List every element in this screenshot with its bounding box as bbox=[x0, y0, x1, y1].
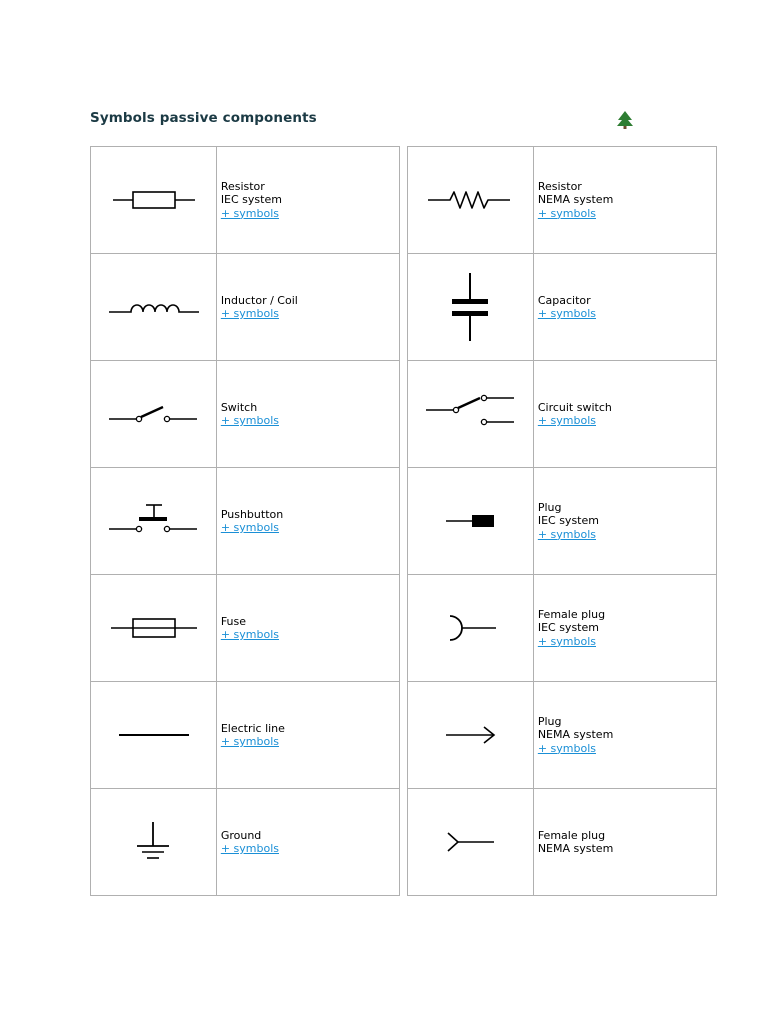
circuit-switch-icon-wrapper bbox=[408, 392, 533, 436]
description-cell bbox=[216, 361, 399, 468]
description-cell bbox=[216, 575, 399, 682]
more-symbols-link[interactable]: + symbols bbox=[537, 741, 596, 755]
fuse-icon bbox=[103, 613, 203, 643]
pushbutton-icon bbox=[103, 503, 203, 539]
symbol-cell bbox=[91, 147, 217, 254]
table-row bbox=[91, 147, 400, 254]
symbol-label: NEMA system bbox=[537, 193, 614, 207]
inductor-coil-icon-wrapper bbox=[91, 292, 216, 322]
switch-icon bbox=[103, 399, 203, 429]
description-cell bbox=[216, 254, 399, 361]
plug-iec-icon-wrapper bbox=[408, 506, 533, 536]
capacitor-icon bbox=[420, 271, 520, 343]
symbol-cell bbox=[408, 468, 534, 575]
table-row bbox=[408, 682, 717, 789]
symbol-label: NEMA system bbox=[537, 728, 614, 742]
table-row bbox=[408, 789, 717, 896]
description-cell bbox=[533, 361, 716, 468]
symbol-label: Female plug bbox=[537, 607, 606, 621]
symbol-cell bbox=[408, 254, 534, 361]
more-symbols-link[interactable]: + symbols bbox=[220, 414, 279, 427]
description-cell bbox=[216, 682, 399, 789]
symbol-cell bbox=[91, 789, 217, 896]
symbol-cell bbox=[408, 789, 534, 896]
symbol-label: Circuit switch bbox=[537, 400, 612, 414]
table-row bbox=[91, 575, 400, 682]
switch-icon-wrapper bbox=[91, 399, 216, 429]
more-symbols-link[interactable]: + symbols bbox=[537, 414, 596, 427]
symbol-cell bbox=[408, 147, 534, 254]
symbol-cell bbox=[408, 575, 534, 682]
pushbutton-icon-wrapper bbox=[91, 503, 216, 539]
female-plug-nema-icon-wrapper bbox=[408, 827, 533, 857]
more-symbols-link[interactable]: + symbols bbox=[220, 735, 279, 748]
table-row bbox=[408, 575, 717, 682]
plug-nema-icon bbox=[420, 720, 520, 750]
resistor-iec-icon bbox=[103, 185, 203, 215]
description-cell bbox=[533, 254, 716, 361]
description-cell bbox=[533, 468, 716, 575]
electric-line-icon bbox=[103, 720, 203, 750]
electric-line-icon-wrapper bbox=[91, 720, 216, 750]
table-row bbox=[91, 468, 400, 575]
ground-icon-wrapper bbox=[91, 820, 216, 864]
back-to-top-tree-icon[interactable] bbox=[616, 110, 634, 130]
inductor-coil-icon bbox=[103, 292, 203, 322]
more-symbols-link[interactable]: + symbols bbox=[537, 634, 596, 648]
description-cell bbox=[533, 575, 716, 682]
table-row bbox=[91, 682, 400, 789]
symbol-label: Capacitor bbox=[537, 293, 591, 307]
table-row bbox=[408, 361, 717, 468]
description-cell bbox=[216, 468, 399, 575]
resistor-iec-icon-wrapper bbox=[91, 185, 216, 215]
symbol-cell bbox=[408, 361, 534, 468]
resistor-nema-icon-wrapper bbox=[408, 185, 533, 215]
more-symbols-link[interactable]: + symbols bbox=[220, 206, 279, 220]
more-symbols-link[interactable]: + symbols bbox=[537, 206, 596, 220]
symbol-label: IEC system bbox=[220, 193, 282, 207]
symbol-label: IEC system bbox=[537, 621, 599, 635]
table-row bbox=[91, 789, 400, 896]
more-symbols-link[interactable]: + symbols bbox=[220, 842, 279, 855]
right-symbols-table bbox=[407, 146, 717, 896]
symbol-cell bbox=[91, 682, 217, 789]
symbol-label: Resistor bbox=[220, 179, 265, 193]
table-row bbox=[408, 468, 717, 575]
symbol-label: Plug bbox=[537, 714, 562, 728]
plug-iec-icon bbox=[420, 506, 520, 536]
symbol-label: Female plug bbox=[537, 828, 606, 842]
more-symbols-link[interactable]: + symbols bbox=[220, 521, 279, 534]
more-symbols-link[interactable]: + symbols bbox=[537, 307, 596, 320]
description-cell bbox=[533, 789, 716, 896]
more-symbols-link[interactable]: + symbols bbox=[220, 628, 279, 641]
table-row bbox=[91, 361, 400, 468]
fuse-icon-wrapper bbox=[91, 613, 216, 643]
female-plug-nema-icon bbox=[420, 827, 520, 857]
description-cell bbox=[533, 147, 716, 254]
table-row bbox=[408, 147, 717, 254]
symbol-label: IEC system bbox=[537, 514, 599, 528]
more-symbols-link[interactable]: + symbols bbox=[220, 307, 279, 320]
symbol-cell bbox=[91, 254, 217, 361]
plug-nema-icon-wrapper bbox=[408, 720, 533, 750]
symbol-label: Resistor bbox=[537, 179, 582, 193]
page-title: Symbols passive components bbox=[90, 110, 317, 126]
description-cell bbox=[533, 682, 716, 789]
symbol-label: Electric line bbox=[220, 721, 285, 735]
symbol-label: Ground bbox=[220, 828, 262, 842]
symbol-cell bbox=[91, 361, 217, 468]
table-row bbox=[91, 254, 400, 361]
description-cell bbox=[216, 147, 399, 254]
symbol-cell bbox=[408, 682, 534, 789]
circuit-switch-icon bbox=[420, 392, 520, 436]
symbol-label: Switch bbox=[220, 400, 258, 414]
symbol-label: Inductor / Coil bbox=[220, 293, 298, 307]
symbol-cell bbox=[91, 575, 217, 682]
ground-icon bbox=[103, 820, 203, 864]
left-symbols-table bbox=[90, 146, 400, 896]
capacitor-icon-wrapper bbox=[408, 271, 533, 343]
symbol-label: Fuse bbox=[220, 614, 247, 628]
resistor-nema-icon bbox=[420, 185, 520, 215]
table-row bbox=[408, 254, 717, 361]
female-plug-iec-icon bbox=[420, 610, 520, 646]
more-symbols-link[interactable]: + symbols bbox=[537, 527, 596, 541]
symbol-label: Plug bbox=[537, 500, 562, 514]
female-plug-iec-icon-wrapper bbox=[408, 610, 533, 646]
symbol-label: NEMA system bbox=[537, 842, 614, 855]
symbol-cell bbox=[91, 468, 217, 575]
symbol-label: Pushbutton bbox=[220, 507, 284, 521]
description-cell bbox=[216, 789, 399, 896]
